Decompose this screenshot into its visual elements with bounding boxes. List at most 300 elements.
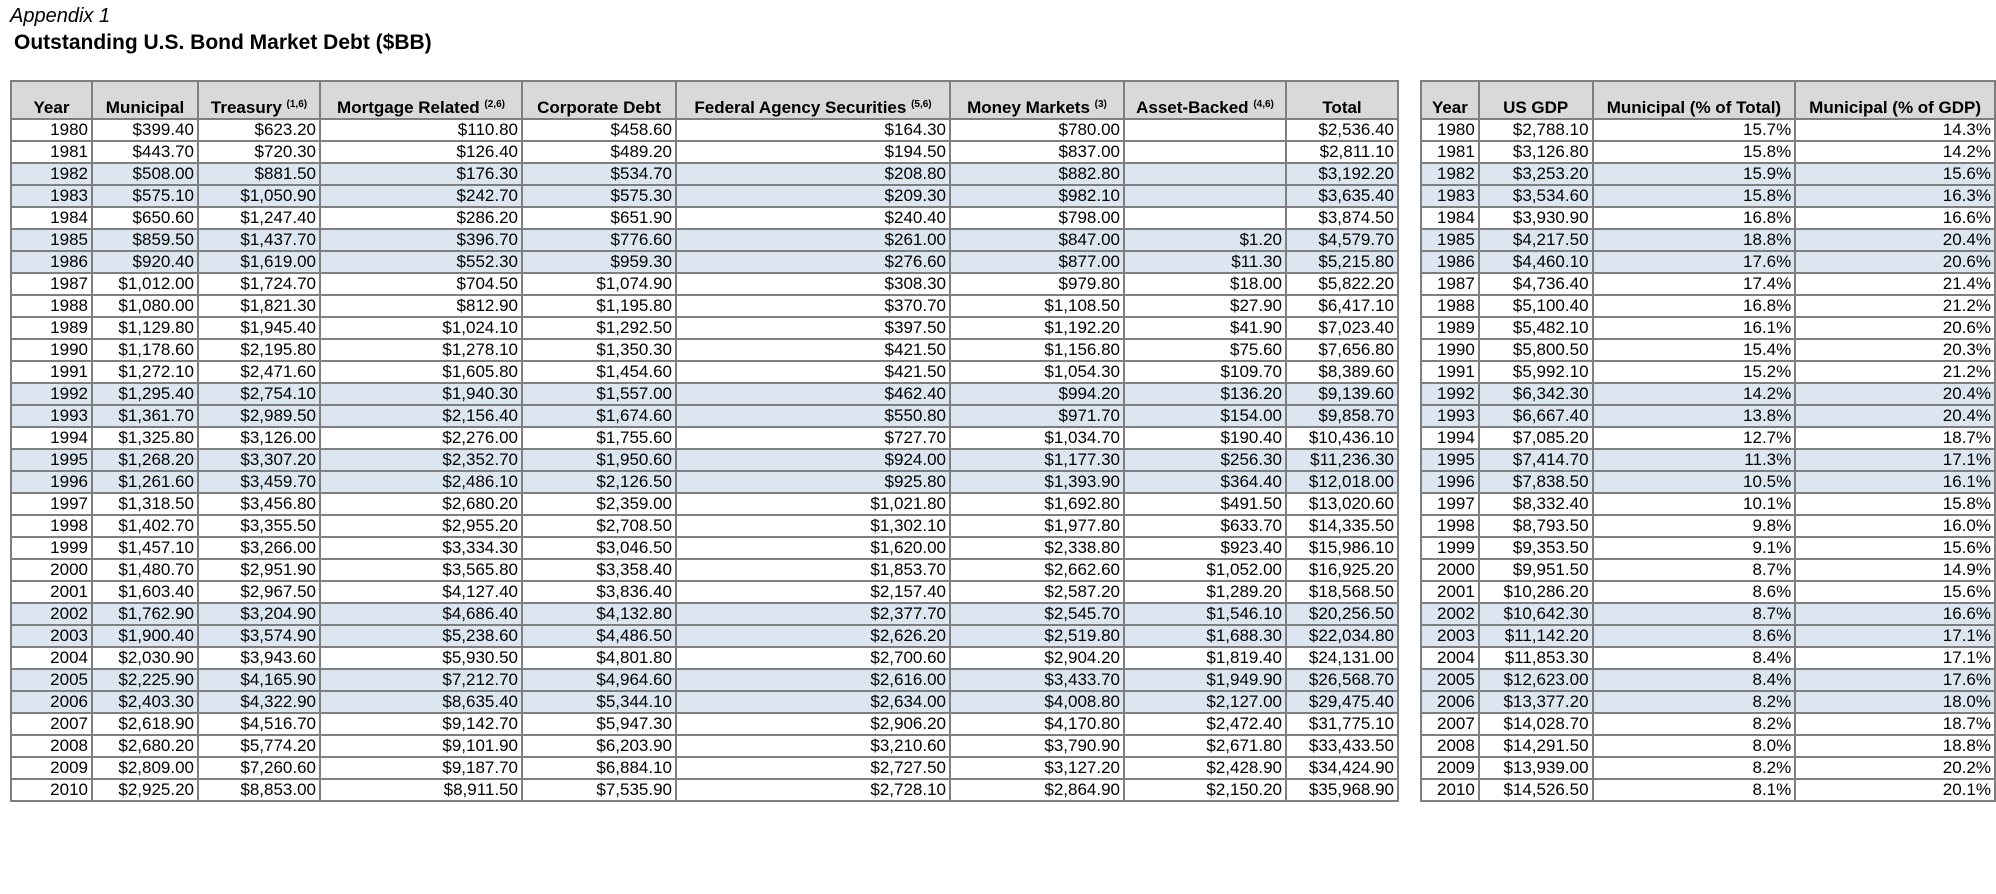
table-cell: 9.1%: [1593, 537, 1796, 559]
table-cell: $923.40: [1124, 537, 1286, 559]
table-row: [1421, 779, 1995, 801]
table-cell: $2,545.70: [950, 603, 1124, 625]
table-cell: $2,377.70: [676, 603, 950, 625]
table-cell: $1,755.60: [522, 427, 676, 449]
table-cell: $4,165.90: [198, 669, 320, 691]
table-cell: $3,635.40: [1286, 185, 1398, 207]
table-row: [11, 757, 1398, 779]
table-cell: $1,900.40: [92, 625, 198, 647]
table-cell: $15,986.10: [1286, 537, 1398, 559]
table-row: [11, 603, 1398, 625]
table-cell: $979.80: [950, 273, 1124, 295]
table-cell: $6,342.30: [1479, 383, 1593, 405]
table-cell: $1,557.00: [522, 383, 676, 405]
table-cell: $1,108.50: [950, 295, 1124, 317]
table-cell: $1,177.30: [950, 449, 1124, 471]
table-row: [11, 427, 1398, 449]
table-cell: $727.70: [676, 427, 950, 449]
table-cell: $1,129.80: [92, 317, 198, 339]
table-row: [1421, 141, 1995, 163]
table-row: [1421, 339, 1995, 361]
table-cell: $491.50: [1124, 493, 1286, 515]
table-cell: 20.4%: [1795, 383, 1995, 405]
gdp-comparison-table: [1420, 80, 1996, 802]
table-cell: 2001: [11, 581, 92, 603]
table-cell: $798.00: [950, 207, 1124, 229]
table-cell: $1,437.70: [198, 229, 320, 251]
table-cell: $4,132.80: [522, 603, 676, 625]
table-cell: $9,142.70: [320, 713, 522, 735]
table-cell: $14,028.70: [1479, 713, 1593, 735]
table-cell: 1983: [11, 185, 92, 207]
table-row: [1421, 691, 1995, 713]
table-cell: 8.0%: [1593, 735, 1796, 757]
table-cell: 2007: [1421, 713, 1479, 735]
table-cell: $9,187.70: [320, 757, 522, 779]
table-cell: $2,728.10: [676, 779, 950, 801]
table-cell: $1,393.90: [950, 471, 1124, 493]
table-cell: 12.7%: [1593, 427, 1796, 449]
table-cell: 10.5%: [1593, 471, 1796, 493]
table-cell: 20.6%: [1795, 317, 1995, 339]
table-cell: 1994: [11, 427, 92, 449]
table-cell: $489.20: [522, 141, 676, 163]
table-cell: 15.9%: [1593, 163, 1796, 185]
column-header-total: [1286, 81, 1398, 119]
table-cell: 16.8%: [1593, 295, 1796, 317]
table-cell: $8,332.40: [1479, 493, 1593, 515]
table-cell: $2,156.40: [320, 405, 522, 427]
footnote-marker: (5,6): [911, 99, 932, 110]
table-cell: $575.30: [522, 185, 676, 207]
table-cell: 17.4%: [1593, 273, 1796, 295]
table-cell: $1,688.30: [1124, 625, 1286, 647]
table-row: [1421, 163, 1995, 185]
table-cell: $16,925.20: [1286, 559, 1398, 581]
table-row: [1421, 273, 1995, 295]
table-cell: 1994: [1421, 427, 1479, 449]
table-cell: $2,486.10: [320, 471, 522, 493]
table-row: [11, 229, 1398, 251]
table-cell: $14,291.50: [1479, 735, 1593, 757]
table-cell: $1,546.10: [1124, 603, 1286, 625]
table-cell: $126.40: [320, 141, 522, 163]
table-cell: 17.1%: [1795, 449, 1995, 471]
table-row: [1421, 317, 1995, 339]
table-row: [11, 185, 1398, 207]
table-cell: $2,906.20: [676, 713, 950, 735]
table-cell: $9,139.60: [1286, 383, 1398, 405]
table-cell: $242.70: [320, 185, 522, 207]
table-cell: $3,192.20: [1286, 163, 1398, 185]
table-cell: $2,157.40: [676, 581, 950, 603]
table-cell: $2,989.50: [198, 405, 320, 427]
table-cell: 16.8%: [1593, 207, 1796, 229]
table-cell: $959.30: [522, 251, 676, 273]
table-cell: $1,350.30: [522, 339, 676, 361]
table-cell: $1,940.30: [320, 383, 522, 405]
table-row: [1421, 713, 1995, 735]
table-cell: $8,793.50: [1479, 515, 1593, 537]
table-cell: 8.7%: [1593, 603, 1796, 625]
table-cell: 15.6%: [1795, 581, 1995, 603]
table-cell: $3,253.20: [1479, 163, 1593, 185]
column-header-label: US GDP: [1503, 98, 1569, 117]
table-row: [1421, 427, 1995, 449]
table-row: [11, 537, 1398, 559]
table-cell: $2,587.20: [950, 581, 1124, 603]
table-cell: $29,475.40: [1286, 691, 1398, 713]
table-cell: 15.2%: [1593, 361, 1796, 383]
table-cell: $11,853.30: [1479, 647, 1593, 669]
table-cell: 15.6%: [1795, 537, 1995, 559]
table-cell: $776.60: [522, 229, 676, 251]
table-row: [11, 471, 1398, 493]
table-cell: $5,800.50: [1479, 339, 1593, 361]
table-cell: $2,403.30: [92, 691, 198, 713]
table-cell: 13.8%: [1593, 405, 1796, 427]
table-cell: 1999: [1421, 537, 1479, 559]
table-cell: $33,433.50: [1286, 735, 1398, 757]
table-cell: 2003: [11, 625, 92, 647]
table-cell: $4,170.80: [950, 713, 1124, 735]
table-cell: 15.8%: [1593, 141, 1796, 163]
table-cell: $2,126.50: [522, 471, 676, 493]
table-cell: 8.6%: [1593, 581, 1796, 603]
table-cell: $34,424.90: [1286, 757, 1398, 779]
table-cell: $8,635.40: [320, 691, 522, 713]
table-cell: 1996: [1421, 471, 1479, 493]
table-cell: $2,671.80: [1124, 735, 1286, 757]
table-cell: $10,436.10: [1286, 427, 1398, 449]
column-header-label: Municipal: [105, 98, 185, 117]
table-cell: $7,260.60: [198, 757, 320, 779]
table-cell: $2,195.80: [198, 339, 320, 361]
table-cell: $2,662.60: [950, 559, 1124, 581]
table-cell: 1991: [1421, 361, 1479, 383]
table-cell: $7,085.20: [1479, 427, 1593, 449]
table-cell: $2,788.10: [1479, 119, 1593, 141]
table-cell: 1988: [1421, 295, 1479, 317]
table-cell: 17.6%: [1593, 251, 1796, 273]
table-cell: $1,302.10: [676, 515, 950, 537]
table-cell: $575.10: [92, 185, 198, 207]
table-cell: 8.4%: [1593, 669, 1796, 691]
table-cell: $1,292.50: [522, 317, 676, 339]
table-cell: [1124, 185, 1286, 207]
table-cell: 15.7%: [1593, 119, 1796, 141]
table-row: [11, 339, 1398, 361]
table-cell: 16.6%: [1795, 603, 1995, 625]
column-header-year: [1421, 81, 1479, 119]
table-cell: $209.30: [676, 185, 950, 207]
table-cell: $18,568.50: [1286, 581, 1398, 603]
table-cell: $1,024.10: [320, 317, 522, 339]
table-cell: $3,355.50: [198, 515, 320, 537]
table-cell: $462.40: [676, 383, 950, 405]
table-cell: 8.2%: [1593, 757, 1796, 779]
table-cell: $3,836.40: [522, 581, 676, 603]
table-cell: $3,127.20: [950, 757, 1124, 779]
column-header-treasury: [198, 81, 320, 119]
table-cell: $925.80: [676, 471, 950, 493]
table-cell: 17.1%: [1795, 625, 1995, 647]
table-cell: 1989: [1421, 317, 1479, 339]
table-cell: $421.50: [676, 339, 950, 361]
table-cell: 20.6%: [1795, 251, 1995, 273]
table-cell: $651.90: [522, 207, 676, 229]
table-cell: $2,951.90: [198, 559, 320, 581]
table-cell: $2,519.80: [950, 625, 1124, 647]
table-cell: $3,459.70: [198, 471, 320, 493]
table-cell: 16.6%: [1795, 207, 1995, 229]
table-cell: $2,618.90: [92, 713, 198, 735]
table-cell: $1,192.20: [950, 317, 1124, 339]
table-cell: $2,616.00: [676, 669, 950, 691]
table-cell: 1985: [1421, 229, 1479, 251]
table-cell: $1,402.70: [92, 515, 198, 537]
table-cell: $5,100.40: [1479, 295, 1593, 317]
table-cell: 1981: [11, 141, 92, 163]
table-cell: $9,951.50: [1479, 559, 1593, 581]
table-row: [11, 669, 1398, 691]
table-cell: $534.70: [522, 163, 676, 185]
column-header-year: [11, 81, 92, 119]
table-cell: $1,819.40: [1124, 647, 1286, 669]
table-cell: $11,236.30: [1286, 449, 1398, 471]
table-cell: $7,414.70: [1479, 449, 1593, 471]
table-cell: $3,307.20: [198, 449, 320, 471]
table-cell: 1984: [1421, 207, 1479, 229]
table-cell: 1987: [11, 273, 92, 295]
table-cell: $41.90: [1124, 317, 1286, 339]
table-cell: $1,156.80: [950, 339, 1124, 361]
table-row: [1421, 515, 1995, 537]
table-cell: $924.00: [676, 449, 950, 471]
table-cell: $859.50: [92, 229, 198, 251]
table-row: [11, 515, 1398, 537]
table-cell: $3,874.50: [1286, 207, 1398, 229]
table-cell: 1990: [1421, 339, 1479, 361]
table-cell: $3,266.00: [198, 537, 320, 559]
table-cell: $421.50: [676, 361, 950, 383]
table-cell: 15.8%: [1795, 493, 1995, 515]
table-row: [1421, 669, 1995, 691]
table-cell: $1.20: [1124, 229, 1286, 251]
table-cell: $3,433.70: [950, 669, 1124, 691]
table-cell: 18.8%: [1795, 735, 1995, 757]
table-cell: 8.7%: [1593, 559, 1796, 581]
table-cell: 8.1%: [1593, 779, 1796, 801]
table-cell: 14.3%: [1795, 119, 1995, 141]
table-row: [11, 449, 1398, 471]
table-cell: $4,460.10: [1479, 251, 1593, 273]
table-cell: $1,289.20: [1124, 581, 1286, 603]
table-row: [11, 581, 1398, 603]
table-cell: 1982: [11, 163, 92, 185]
table-cell: $364.40: [1124, 471, 1286, 493]
table-cell: $2,811.10: [1286, 141, 1398, 163]
table-cell: $2,634.00: [676, 691, 950, 713]
table-cell: 9.8%: [1593, 515, 1796, 537]
table-cell: $13,020.60: [1286, 493, 1398, 515]
table-cell: 2005: [11, 669, 92, 691]
table-cell: 20.3%: [1795, 339, 1995, 361]
table-cell: $1,853.70: [676, 559, 950, 581]
table-cell: $508.00: [92, 163, 198, 185]
table-row: [11, 405, 1398, 427]
table-row: [1421, 647, 1995, 669]
table-cell: 2004: [1421, 647, 1479, 669]
table-cell: $2,708.50: [522, 515, 676, 537]
table-cell: $812.90: [320, 295, 522, 317]
table-cell: [1124, 141, 1286, 163]
table-cell: $1,619.00: [198, 251, 320, 273]
table-cell: $1,272.10: [92, 361, 198, 383]
column-header-municipal: [1593, 81, 1796, 119]
table-cell: $3,210.60: [676, 735, 950, 757]
column-header-mortgage-related: [320, 81, 522, 119]
column-header-municipal: [92, 81, 198, 119]
table-cell: $1,034.70: [950, 427, 1124, 449]
footnote-marker: (2,6): [484, 99, 505, 110]
table-row: [1421, 581, 1995, 603]
table-cell: $2,338.80: [950, 537, 1124, 559]
table-cell: 2010: [11, 779, 92, 801]
table-row: [11, 779, 1398, 801]
table-cell: 18.7%: [1795, 427, 1995, 449]
table-cell: $2,225.90: [92, 669, 198, 691]
table-cell: 2007: [11, 713, 92, 735]
table-cell: $2,864.90: [950, 779, 1124, 801]
column-header-label: Mortgage Related: [337, 98, 480, 117]
table-cell: $4,964.60: [522, 669, 676, 691]
table-cell: 1980: [1421, 119, 1479, 141]
table-cell: 8.2%: [1593, 691, 1796, 713]
table-cell: $3,126.80: [1479, 141, 1593, 163]
table-cell: $1,724.70: [198, 273, 320, 295]
table-row: [1421, 625, 1995, 647]
table-row: [11, 383, 1398, 405]
table-cell: $1,945.40: [198, 317, 320, 339]
table-cell: $837.00: [950, 141, 1124, 163]
table-cell: 17.1%: [1795, 647, 1995, 669]
table-cell: $458.60: [522, 119, 676, 141]
table-cell: $1,195.80: [522, 295, 676, 317]
table-cell: 18.8%: [1593, 229, 1796, 251]
table-cell: 2002: [1421, 603, 1479, 625]
table-row: [1421, 295, 1995, 317]
table-cell: 14.2%: [1795, 141, 1995, 163]
table-cell: $5,930.50: [320, 647, 522, 669]
table-cell: 1993: [1421, 405, 1479, 427]
table-cell: $2,276.00: [320, 427, 522, 449]
column-header-label: Treasury: [210, 98, 282, 117]
table-cell: $1,080.00: [92, 295, 198, 317]
table-row: [11, 119, 1398, 141]
table-cell: [1124, 207, 1286, 229]
table-cell: $1,605.80: [320, 361, 522, 383]
table-cell: $3,358.40: [522, 559, 676, 581]
table-cell: $5,344.10: [522, 691, 676, 713]
table-cell: 11.3%: [1593, 449, 1796, 471]
table-cell: 21.2%: [1795, 361, 1995, 383]
table-cell: 20.4%: [1795, 229, 1995, 251]
table-cell: $2,472.40: [1124, 713, 1286, 735]
table-cell: $704.50: [320, 273, 522, 295]
column-header-label: Year: [33, 98, 70, 117]
table-cell: $847.00: [950, 229, 1124, 251]
table-cell: $5,215.80: [1286, 251, 1398, 273]
table-cell: 15.8%: [1593, 185, 1796, 207]
table-cell: 15.4%: [1593, 339, 1796, 361]
table-cell: $1,620.00: [676, 537, 950, 559]
bond-market-debt-table: [10, 80, 1399, 802]
table-cell: $2,352.70: [320, 449, 522, 471]
table-cell: 2010: [1421, 779, 1479, 801]
table-row: [1421, 493, 1995, 515]
column-header-label: Total: [1322, 98, 1362, 117]
table-cell: 1980: [11, 119, 92, 141]
table-cell: $2,680.20: [320, 493, 522, 515]
table-cell: $1,054.30: [950, 361, 1124, 383]
column-header-us-gdp: [1479, 81, 1593, 119]
table-cell: $9,858.70: [1286, 405, 1398, 427]
table-cell: $2,955.20: [320, 515, 522, 537]
table-cell: 1998: [11, 515, 92, 537]
table-cell: $971.70: [950, 405, 1124, 427]
column-header-municipal: [1795, 81, 1995, 119]
table-cell: 1992: [11, 383, 92, 405]
table-cell: 2006: [1421, 691, 1479, 713]
table-row: [11, 361, 1398, 383]
table-row: [11, 163, 1398, 185]
table-cell: 1988: [11, 295, 92, 317]
table-cell: $8,389.60: [1286, 361, 1398, 383]
table-row: [11, 251, 1398, 273]
table-cell: $6,884.10: [522, 757, 676, 779]
footnote-marker: (3): [1094, 99, 1107, 110]
table-cell: $4,801.80: [522, 647, 676, 669]
table-row: [11, 207, 1398, 229]
column-header-label: Year: [1431, 98, 1468, 117]
table-row: [1421, 251, 1995, 273]
column-header-label: Municipal (% of Total): [1606, 98, 1782, 117]
table-cell: $27.90: [1124, 295, 1286, 317]
table-cell: $2,925.20: [92, 779, 198, 801]
table-cell: $308.30: [676, 273, 950, 295]
table-cell: 1984: [11, 207, 92, 229]
table-cell: $1,261.60: [92, 471, 198, 493]
table-cell: 10.1%: [1593, 493, 1796, 515]
table-cell: $35,968.90: [1286, 779, 1398, 801]
table-row: [1421, 119, 1995, 141]
table-cell: $2,626.20: [676, 625, 950, 647]
table-cell: $2,359.00: [522, 493, 676, 515]
table-cell: $20,256.50: [1286, 603, 1398, 625]
table-cell: $1,821.30: [198, 295, 320, 317]
table-cell: 17.6%: [1795, 669, 1995, 691]
table-row: [11, 625, 1398, 647]
table-row: [1421, 603, 1995, 625]
table-cell: $190.40: [1124, 427, 1286, 449]
table-cell: $75.60: [1124, 339, 1286, 361]
appendix-label: Appendix 1: [10, 5, 111, 27]
table-cell: $1,050.90: [198, 185, 320, 207]
table-row: [1421, 537, 1995, 559]
table-cell: $3,565.80: [320, 559, 522, 581]
table-cell: 21.4%: [1795, 273, 1995, 295]
